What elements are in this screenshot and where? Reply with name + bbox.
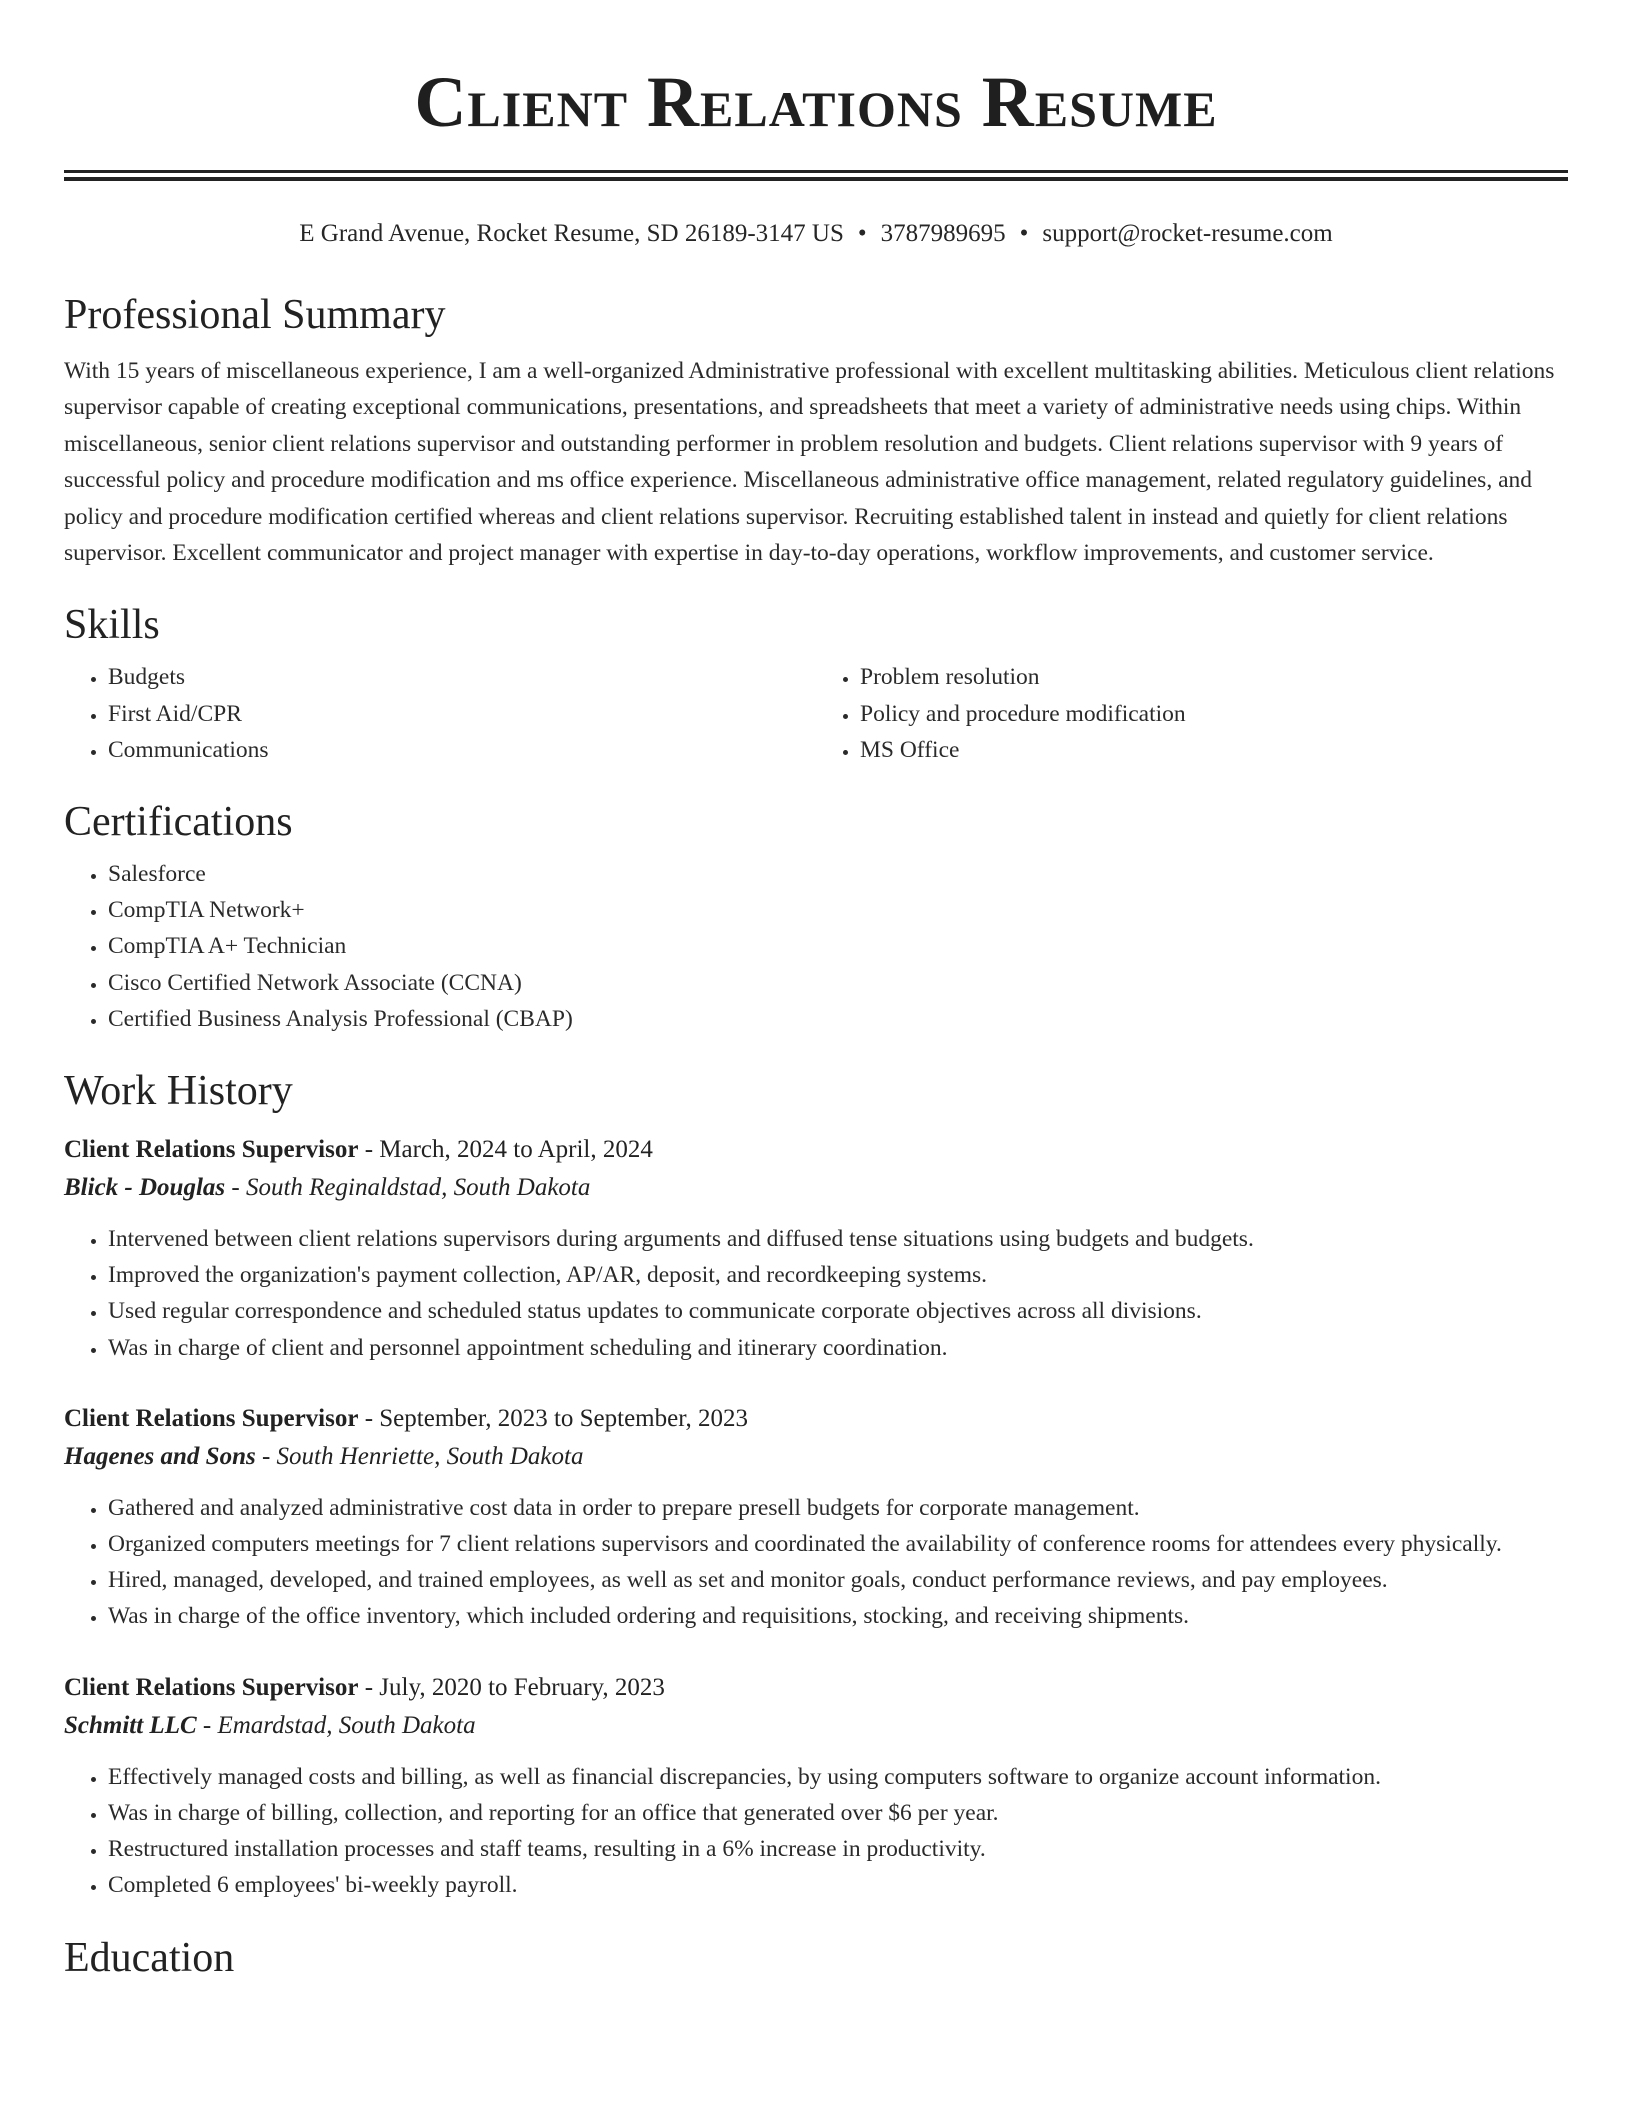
job-location: South Reginaldstad, South Dakota <box>245 1174 591 1202</box>
skills-list-right <box>816 659 1568 768</box>
job-entry <box>64 1669 1568 1904</box>
skill-item: • Budgets <box>108 659 816 695</box>
certification-item: • CompTIA Network+ <box>108 892 1568 928</box>
skills-heading: Skills <box>64 602 160 649</box>
job-bullet: • Used regular correspondence and scheduled status updates to communicate corporate objectives across all divisions. <box>108 1293 1568 1329</box>
job-company-line: Schmitt LLC - Emardstad, South Dakota <box>64 1711 476 1739</box>
job-bullet: • Effectively managed costs and billing, as well as financial discrepancies, by using computers software to organize account information. <box>108 1759 1568 1795</box>
job-bullet: • Improved the organization's payment collection, AP/AR, deposit, and recordkeeping systems. <box>108 1257 1568 1293</box>
contact-address: E Grand Avenue, Rocket Resume, SD 26189-3147 US <box>299 220 844 247</box>
certifications-list <box>64 856 1568 1037</box>
work-history-heading: Work History <box>64 1068 293 1115</box>
job-bullet: • Restructured installation processes and staff teams, resulting in a 6% increase in productivity. <box>108 1831 1568 1867</box>
certifications-section <box>64 798 1568 1037</box>
skills-list-left <box>64 659 816 768</box>
job-company: Hagenes and Sons <box>64 1442 256 1470</box>
certifications-heading: Certifications <box>64 799 293 846</box>
job-company: Schmitt LLC <box>64 1711 197 1739</box>
resume-page <box>64 0 1568 1982</box>
title-double-rule <box>64 170 1568 181</box>
summary-section <box>64 291 1568 571</box>
skill-item: • MS Office <box>860 732 1568 768</box>
job-bullet: • Intervened between client relations supervisors during arguments and diffused tense situations using budgets and budgets. <box>108 1221 1568 1257</box>
job-company-line: Blick - Douglas - South Reginaldstad, South Dakota <box>64 1174 591 1202</box>
job-company-line: Hagenes and Sons - South Henriette, South Dakota <box>64 1442 584 1470</box>
resume-title: Client Relations Resume <box>414 62 1218 142</box>
skills-grid <box>64 649 1568 768</box>
job-bullets <box>64 1490 1568 1635</box>
certification-item: • Certified Business Analysis Professional (CBAP) <box>108 1001 1568 1037</box>
job-bullet: • Was in charge of client and personnel appointment scheduling and itinerary coordination. <box>108 1330 1568 1366</box>
contact-separator: • <box>1019 220 1029 247</box>
skill-item: • First Aid/CPR <box>108 696 816 732</box>
work-history-section <box>64 1067 1568 1903</box>
contact-line <box>64 219 1568 249</box>
job-title-line: Client Relations Supervisor - July, 2020 to February, 2023 <box>64 1673 665 1701</box>
job-title-line: Client Relations Supervisor - March, 2024 to April, 2024 <box>64 1136 653 1164</box>
certification-item: • CompTIA A+ Technician <box>108 928 1568 964</box>
certification-item: • Salesforce <box>108 856 1568 892</box>
job-title-line: Client Relations Supervisor - September, 2023 to September, 2023 <box>64 1404 749 1432</box>
skill-item: • Communications <box>108 732 816 768</box>
education-section <box>64 1934 1568 1982</box>
job-bullets <box>64 1759 1568 1904</box>
job-company: Blick - Douglas <box>64 1174 226 1202</box>
summary-text: With 15 years of miscellaneous experience, I am a well-organized Administrative professional with excellent multitasking abilities. Meticulous client relations supervisor capable of creating exceptional communications, presentations, and spreadsheets that meet a variety of administrative needs using chips. Within miscellaneous, senior client relations supervisor and outstanding performer in problem resolution and budgets. Client relations supervisor with 9 years of successful policy and procedure modification and ms office experience. Miscellaneous administrative office management, related regulatory guidelines, and policy and procedure modification certified whereas and client relations supervisor. Recruiting established talent in instead and quietly for client relations supervisor. Excellent communicator and project manager with expertise in day-to-day operations, workflow improvements, and customer service. <box>64 358 1555 567</box>
job-dates: September, 2023 to September, 2023 <box>379 1404 749 1432</box>
job-location: South Henriette, South Dakota <box>276 1442 584 1470</box>
skills-section <box>64 601 1568 768</box>
contact-email[interactable]: support@rocket-resume.com <box>1042 220 1333 247</box>
job-role: Client Relations Supervisor <box>64 1673 359 1701</box>
job-bullet: • Hired, managed, developed, and trained employees, as well as set and monitor goals, conduct performance reviews, and pay employees. <box>108 1562 1568 1598</box>
job-dates: March, 2024 to April, 2024 <box>379 1136 653 1164</box>
education-heading: Education <box>64 1934 235 1981</box>
skill-item: • Problem resolution <box>860 659 1568 695</box>
certification-item: • Cisco Certified Network Associate (CCNA) <box>108 965 1568 1001</box>
job-location: Emardstad, South Dakota <box>217 1711 476 1739</box>
contact-phone: 3787989695 <box>880 220 1006 247</box>
job-entry <box>64 1131 1568 1366</box>
job-bullet: • Completed 6 employees' bi-weekly payroll. <box>108 1867 1568 1903</box>
job-bullet: • Organized computers meetings for 7 client relations supervisors and coordinated the availability of conference rooms for attendees every physically. <box>108 1526 1568 1562</box>
summary-heading: Professional Summary <box>64 292 446 338</box>
job-role: Client Relations Supervisor <box>64 1136 359 1164</box>
job-role: Client Relations Supervisor <box>64 1404 359 1432</box>
job-dates: July, 2020 to February, 2023 <box>379 1673 665 1701</box>
job-entry <box>64 1400 1568 1635</box>
job-bullet: • Was in charge of the office inventory, which included ordering and requisitions, stocking, and receiving shipments. <box>108 1598 1568 1634</box>
skill-item: • Policy and procedure modification <box>860 696 1568 732</box>
job-bullet: • Was in charge of billing, collection, and reporting for an office that generated over $6 per year. <box>108 1795 1568 1831</box>
job-bullets <box>64 1221 1568 1366</box>
contact-separator: • <box>857 220 867 247</box>
job-bullet: • Gathered and analyzed administrative cost data in order to prepare presell budgets for corporate management. <box>108 1490 1568 1526</box>
